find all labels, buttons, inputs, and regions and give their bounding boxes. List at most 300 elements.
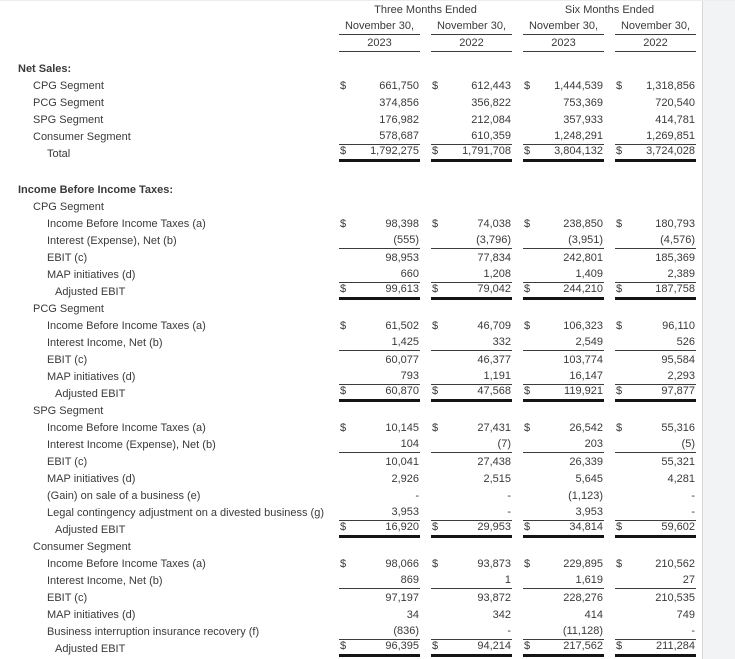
- section-title: Income Before Income Taxes:: [18, 184, 174, 196]
- value-column: [615, 114, 696, 128]
- label-spacer: [18, 4, 328, 6]
- row-label: Interest Income (Expense), Net (b): [47, 439, 216, 451]
- value-cell: 98,398: [385, 218, 419, 230]
- table-row: [18, 283, 696, 300]
- value-column: [523, 234, 604, 249]
- value-column: [431, 283, 512, 300]
- value-column: [615, 268, 696, 283]
- dollar-sign: $: [616, 558, 623, 570]
- value-cell: -: [691, 625, 695, 637]
- value-cell: 10,145: [385, 422, 419, 434]
- dollar-sign: $: [524, 558, 531, 570]
- table-row: [18, 77, 696, 94]
- table-row: [18, 623, 696, 640]
- value-cell: 332: [492, 336, 511, 348]
- value-cell: 1,792,275: [370, 145, 419, 157]
- segment-heading-row: [18, 300, 696, 317]
- value-cell: 61,502: [385, 320, 419, 332]
- dollar-sign: $: [616, 80, 623, 92]
- value-column: [339, 592, 420, 606]
- value-cell: 612,443: [471, 80, 511, 92]
- column-year-header: 2023: [339, 37, 420, 52]
- row-label: Interest Income, Net (b): [47, 575, 163, 587]
- column-year-header: 2022: [615, 37, 696, 52]
- value-column: [523, 473, 604, 487]
- segment-heading: PCG Segment: [33, 303, 104, 315]
- value-column: [523, 283, 604, 300]
- value-column: [339, 625, 420, 640]
- value-cell: 26,339: [569, 456, 603, 468]
- value-cell: 203: [584, 438, 603, 450]
- table-row: [18, 317, 696, 334]
- table-row: [18, 145, 696, 162]
- dollar-sign: $: [524, 521, 531, 533]
- row-label: Income Before Income Taxes (a): [47, 320, 206, 332]
- column-month-row: [18, 18, 696, 35]
- value-column: [431, 521, 512, 538]
- value-cell: 2,389: [667, 268, 695, 280]
- value-column: [339, 385, 420, 402]
- table-row: [18, 504, 696, 521]
- value-cell: 27,431: [477, 422, 511, 434]
- value-column: [431, 336, 512, 351]
- value-column: [523, 218, 604, 232]
- value-column: [615, 473, 696, 487]
- value-column: [615, 385, 696, 402]
- row-label: Income Before Income Taxes (a): [47, 558, 206, 570]
- table-row: [18, 487, 696, 504]
- value-cell: 176,982: [379, 114, 419, 126]
- value-column: [523, 385, 604, 402]
- value-cell: 97,197: [385, 592, 419, 604]
- value-cell: 60,077: [385, 354, 419, 366]
- value-column: [523, 592, 604, 606]
- dollar-sign: $: [432, 218, 439, 230]
- value-cell: 610,359: [471, 130, 511, 142]
- dollar-sign: $: [340, 385, 347, 397]
- table-body: [18, 60, 696, 657]
- dollar-sign: $: [524, 640, 531, 652]
- value-cell: 1,444,539: [554, 80, 603, 92]
- table-row: [18, 606, 696, 623]
- dollar-sign: $: [432, 80, 439, 92]
- value-column: [523, 268, 604, 283]
- section-gap: [18, 162, 696, 181]
- value-column: [339, 456, 420, 470]
- row-label: PCG Segment: [33, 97, 104, 109]
- column-month-header: November 30,: [339, 20, 420, 35]
- value-cell: 94,214: [477, 640, 511, 652]
- value-cell: (4,576): [660, 234, 695, 246]
- value-cell: 27,438: [477, 456, 511, 468]
- value-column: [339, 234, 420, 249]
- value-cell: 1,208: [483, 268, 511, 280]
- value-cell: 103,774: [563, 354, 603, 366]
- dollar-sign: $: [432, 521, 439, 533]
- row-label: MAP initiatives (d): [47, 269, 136, 281]
- table-row: [18, 266, 696, 283]
- table-row: [18, 94, 696, 111]
- value-cell: 47,568: [477, 385, 511, 397]
- value-column: [431, 609, 512, 623]
- row-label: EBIT (c): [47, 592, 88, 604]
- value-column: [523, 252, 604, 266]
- table-row: [18, 111, 696, 128]
- segment-heading-row: [18, 402, 696, 419]
- value-cell: 749: [676, 609, 695, 621]
- dollar-sign: $: [340, 521, 347, 533]
- value-cell: 79,042: [477, 283, 511, 295]
- value-column: [615, 521, 696, 538]
- value-cell: 660: [400, 268, 419, 280]
- value-column: [523, 625, 604, 640]
- table-row: [18, 589, 696, 606]
- value-column: [431, 490, 512, 504]
- value-column: [615, 592, 696, 606]
- table-row: [18, 334, 696, 351]
- value-cell: 1: [504, 574, 511, 586]
- value-column: [431, 370, 512, 385]
- value-column: [431, 574, 512, 589]
- table-row: [18, 385, 696, 402]
- value-column: [431, 97, 512, 111]
- segment-heading-row: [18, 538, 696, 555]
- value-cell: 77,834: [477, 252, 511, 264]
- row-label: Legal contingency adjustment on a divested business (g): [47, 507, 325, 519]
- dollar-sign: $: [340, 283, 347, 295]
- segment-heading: CPG Segment: [33, 201, 104, 213]
- value-column: [523, 456, 604, 470]
- value-column: [615, 80, 696, 94]
- value-cell: 3,724,028: [646, 145, 695, 157]
- value-cell: 60,870: [385, 385, 419, 397]
- value-cell: 74,038: [477, 218, 511, 230]
- row-label: MAP initiatives (d): [47, 473, 136, 485]
- segment-results-table: [0, 1, 702, 659]
- value-column: [615, 609, 696, 623]
- table-row: [18, 232, 696, 249]
- value-cell: 244,210: [563, 283, 603, 295]
- row-label: Adjusted EBIT: [55, 643, 126, 655]
- value-column: [615, 234, 696, 249]
- column-year-row: [18, 35, 696, 52]
- value-cell: 29,953: [477, 521, 511, 533]
- value-column: [523, 609, 604, 623]
- table-row: [18, 572, 696, 589]
- row-label: EBIT (c): [47, 456, 88, 468]
- row-label: (Gain) on sale of a business (e): [47, 490, 201, 502]
- value-cell: 1,425: [391, 336, 419, 348]
- value-column: [431, 354, 512, 368]
- dollar-sign: $: [616, 640, 623, 652]
- row-label: EBIT (c): [47, 354, 88, 366]
- value-cell: 27: [682, 574, 695, 586]
- value-column: [523, 320, 604, 334]
- value-column: [339, 370, 420, 385]
- dollar-sign: $: [432, 558, 439, 570]
- value-column: [615, 97, 696, 111]
- value-column: [431, 640, 512, 657]
- dollar-sign: $: [432, 283, 439, 295]
- table-row: [18, 215, 696, 232]
- row-label: Adjusted EBIT: [55, 524, 126, 536]
- value-cell: 357,933: [563, 114, 603, 126]
- value-cell: 1,191: [483, 370, 511, 382]
- value-cell: 242,801: [563, 252, 603, 264]
- value-cell: 1,248,291: [554, 130, 603, 142]
- period-group-row: [18, 4, 696, 18]
- value-column: [431, 268, 512, 283]
- value-column: [339, 574, 420, 589]
- value-column: [431, 506, 512, 521]
- column-year-header: 2023: [523, 37, 604, 52]
- value-cell: 1,791,708: [462, 145, 511, 157]
- row-label: Income Before Income Taxes (a): [47, 218, 206, 230]
- row-label: SPG Segment: [33, 114, 104, 126]
- column-year-header: 2022: [431, 37, 512, 52]
- value-column: [431, 625, 512, 640]
- value-column: [431, 114, 512, 128]
- value-column: [615, 625, 696, 640]
- value-cell: 229,895: [563, 558, 603, 570]
- value-cell: 356,822: [471, 97, 511, 109]
- value-column: [523, 574, 604, 589]
- segment-heading: SPG Segment: [33, 405, 104, 417]
- value-cell: 98,953: [385, 252, 419, 264]
- value-column: [523, 490, 604, 504]
- value-cell: 1,409: [575, 268, 603, 280]
- value-column: [523, 640, 604, 657]
- value-column: [523, 114, 604, 128]
- value-column: [339, 320, 420, 334]
- section-title: Net Sales:: [18, 63, 72, 75]
- value-column: [615, 370, 696, 385]
- value-cell: (3,796): [476, 234, 511, 246]
- section-title-row: [18, 181, 696, 198]
- value-column: [339, 354, 420, 368]
- value-cell: 3,804,132: [554, 145, 603, 157]
- segment-heading-row: [18, 198, 696, 215]
- dollar-sign: $: [524, 385, 531, 397]
- value-column: [615, 252, 696, 266]
- value-column: [523, 145, 604, 162]
- value-cell: 16,147: [569, 370, 603, 382]
- dollar-sign: $: [432, 320, 439, 332]
- value-column: [523, 354, 604, 368]
- value-cell: 2,293: [667, 370, 695, 382]
- value-column: [615, 506, 696, 521]
- value-column: [615, 490, 696, 504]
- value-cell: (1,123): [568, 490, 603, 502]
- value-cell: 414,781: [655, 114, 695, 126]
- value-cell: 720,540: [655, 97, 695, 109]
- dollar-sign: $: [616, 320, 623, 332]
- value-column: [615, 422, 696, 436]
- label-spacer: [18, 33, 328, 35]
- label-spacer: [18, 50, 328, 52]
- value-cell: 98,066: [385, 558, 419, 570]
- value-column: [431, 218, 512, 232]
- value-cell: 119,921: [564, 385, 603, 397]
- section-title-row: [18, 60, 696, 77]
- value-cell: (3,951): [568, 234, 603, 246]
- value-cell: 95,584: [661, 354, 695, 366]
- dollar-sign: $: [432, 385, 439, 397]
- value-column: [431, 320, 512, 334]
- value-column: [431, 80, 512, 94]
- value-cell: 212,084: [471, 114, 511, 126]
- value-column: [615, 145, 696, 162]
- value-cell: 2,549: [575, 336, 603, 348]
- value-column: [339, 218, 420, 232]
- value-column: [615, 558, 696, 572]
- dollar-sign: $: [340, 558, 347, 570]
- row-label: Business interruption insurance recovery (f): [47, 626, 260, 638]
- value-cell: -: [507, 490, 511, 502]
- value-cell: 793: [400, 370, 419, 382]
- row-label: Interest (Expense), Net (b): [47, 235, 177, 247]
- table-row: [18, 640, 696, 657]
- value-cell: 4,281: [667, 473, 695, 485]
- value-column: [339, 145, 420, 162]
- value-cell: 10,041: [385, 456, 419, 468]
- value-column: [431, 438, 512, 453]
- value-cell: 3,953: [575, 506, 603, 518]
- value-column: [339, 422, 420, 436]
- dollar-sign: $: [616, 145, 623, 157]
- dollar-sign: $: [432, 422, 439, 434]
- value-cell: 46,709: [477, 320, 511, 332]
- value-column: [523, 521, 604, 538]
- value-column: [339, 506, 420, 521]
- value-cell: 187,758: [655, 283, 695, 295]
- value-cell: 1,318,856: [646, 80, 695, 92]
- value-column: [339, 252, 420, 266]
- value-cell: 97,877: [661, 385, 695, 397]
- value-cell: 34: [406, 609, 419, 621]
- row-label: Adjusted EBIT: [55, 286, 126, 298]
- dollar-sign: $: [340, 640, 347, 652]
- value-column: [339, 521, 420, 538]
- value-column: [523, 336, 604, 351]
- value-column: [339, 609, 420, 623]
- value-cell: -: [507, 625, 511, 637]
- value-column: [523, 80, 604, 94]
- value-column: [523, 438, 604, 453]
- row-label: Consumer Segment: [33, 131, 131, 143]
- value-cell: 2,515: [483, 473, 511, 485]
- table-row: [18, 368, 696, 385]
- row-label: MAP initiatives (d): [47, 371, 136, 383]
- value-cell: 104: [400, 438, 419, 450]
- value-column: [339, 114, 420, 128]
- value-column: [615, 320, 696, 334]
- value-column: [615, 336, 696, 351]
- value-cell: 16,920: [385, 521, 419, 533]
- value-cell: (11,128): [562, 625, 603, 637]
- value-column: [339, 97, 420, 111]
- dollar-sign: $: [524, 80, 531, 92]
- value-cell: (7): [497, 438, 511, 450]
- value-column: [431, 252, 512, 266]
- value-cell: 217,562: [563, 640, 603, 652]
- dollar-sign: $: [432, 640, 439, 652]
- column-month-header: November 30,: [523, 20, 604, 35]
- column-month-header: November 30,: [615, 20, 696, 35]
- dollar-sign: $: [616, 422, 623, 434]
- value-cell: 374,856: [379, 97, 419, 109]
- value-column: [431, 385, 512, 402]
- value-column: [615, 218, 696, 232]
- value-column: [615, 574, 696, 589]
- value-cell: 106,323: [563, 320, 603, 332]
- row-label: Interest Income, Net (b): [47, 337, 163, 349]
- value-column: [523, 422, 604, 436]
- value-column: [523, 558, 604, 572]
- column-month-header: November 30,: [431, 20, 512, 35]
- value-column: [339, 80, 420, 94]
- value-cell: 180,793: [655, 218, 695, 230]
- value-column: [431, 592, 512, 606]
- dollar-sign: $: [616, 385, 623, 397]
- value-cell: 661,750: [379, 80, 419, 92]
- value-column: [339, 438, 420, 453]
- value-column: [523, 506, 604, 521]
- value-cell: -: [415, 490, 419, 502]
- value-cell: 869: [400, 574, 419, 586]
- value-column: [523, 370, 604, 385]
- table-header: [18, 4, 696, 60]
- table-row: [18, 436, 696, 453]
- row-label: MAP initiatives (d): [47, 609, 136, 621]
- value-column: [339, 558, 420, 572]
- value-column: [431, 473, 512, 487]
- row-label: CPG Segment: [33, 80, 104, 92]
- value-column: [615, 283, 696, 300]
- dollar-sign: $: [524, 145, 531, 157]
- value-cell: 46,377: [477, 354, 511, 366]
- value-column: [339, 268, 420, 283]
- value-cell: 238,850: [563, 218, 603, 230]
- value-column: [431, 456, 512, 470]
- value-column: [615, 130, 696, 145]
- value-cell: 93,873: [477, 558, 511, 570]
- table-row: [18, 128, 696, 145]
- value-cell: 185,369: [655, 252, 695, 264]
- value-cell: (836): [393, 625, 419, 637]
- dollar-sign: $: [340, 422, 347, 434]
- value-column: [615, 456, 696, 470]
- value-column: [339, 283, 420, 300]
- period-group-label: Three Months Ended: [374, 4, 477, 16]
- value-cell: 5,645: [575, 473, 603, 485]
- value-column: [431, 234, 512, 249]
- dollar-sign: $: [524, 283, 531, 295]
- table-row: [18, 453, 696, 470]
- row-label: Income Before Income Taxes (a): [47, 422, 206, 434]
- value-column: [339, 473, 420, 487]
- value-cell: 55,321: [661, 456, 695, 468]
- value-cell: 26,542: [569, 422, 603, 434]
- value-cell: 526: [676, 336, 695, 348]
- value-cell: 96,110: [662, 320, 695, 332]
- dollar-sign: $: [340, 145, 347, 157]
- value-cell: 753,369: [563, 97, 603, 109]
- dollar-sign: $: [340, 218, 347, 230]
- value-cell: 34,814: [569, 521, 603, 533]
- value-cell: 210,535: [655, 592, 695, 604]
- row-label: Total: [47, 148, 71, 160]
